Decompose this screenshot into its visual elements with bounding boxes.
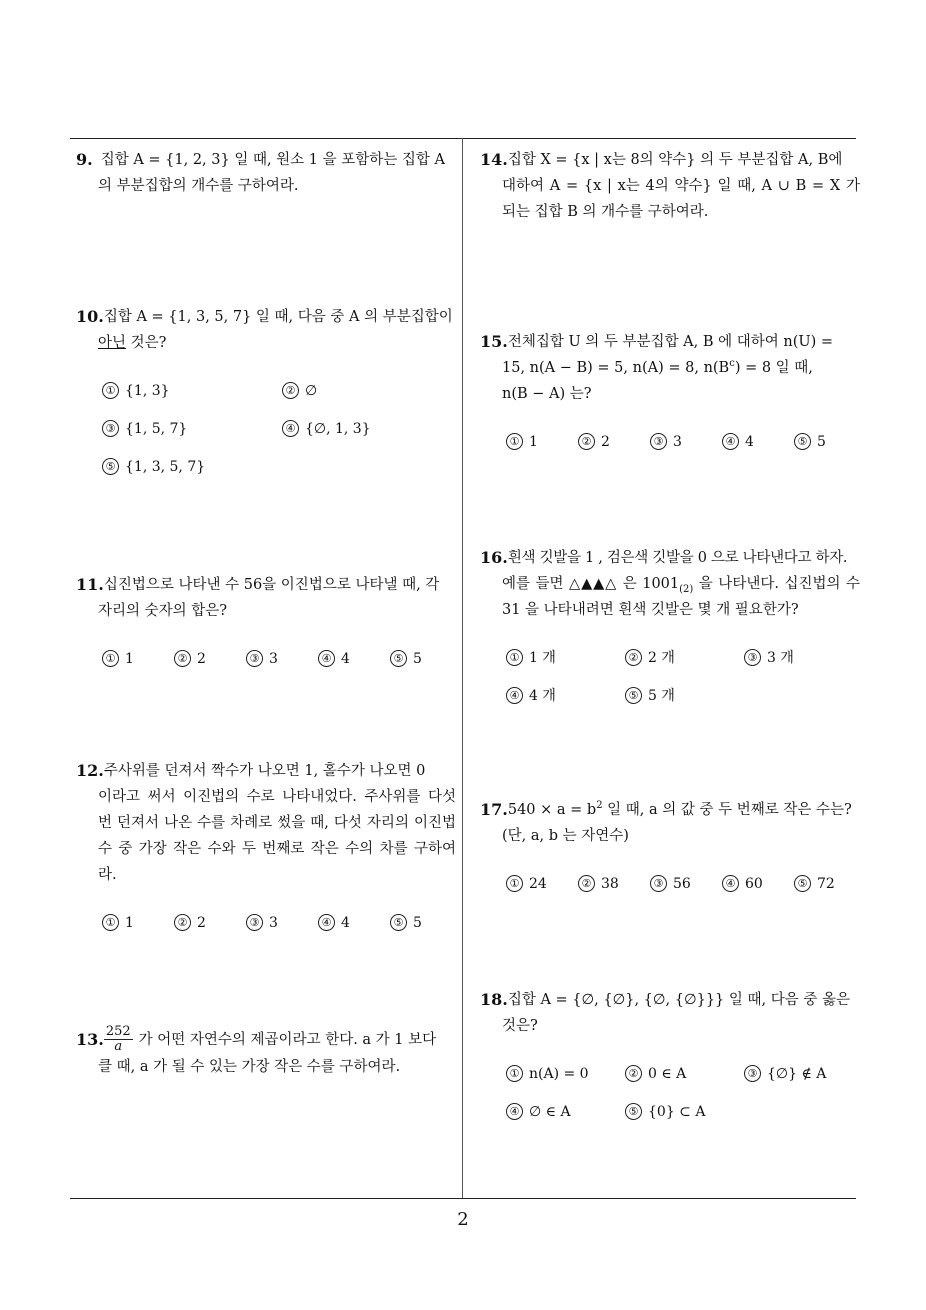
circled-4: ④ [282, 420, 299, 437]
option-text: {∅} ∉ A [767, 1066, 827, 1082]
circled-5: ⑤ [102, 458, 119, 475]
option-text: 4 개 [529, 688, 556, 704]
option-text: 56 [673, 876, 691, 892]
question-text: 주사위를 던져서 짝수가 나오면 1, 홀수가 나오면 0 [103, 763, 426, 779]
circled-1: ① [102, 382, 119, 399]
question-text-cont: 클 때, a 가 될 수 있는 가장 작은 수를 구하여라. [98, 1059, 401, 1075]
page-number: 2 [457, 1209, 469, 1230]
option-2[interactable] [578, 429, 650, 455]
circled-2: ② [174, 914, 191, 931]
fraction [104, 1025, 133, 1054]
circled-1: ① [506, 649, 523, 666]
text-part: ) = 8 일 때, [734, 360, 813, 376]
option-2[interactable] [625, 1061, 744, 1087]
circled-4: ④ [318, 650, 335, 667]
circled-5: ⑤ [390, 650, 407, 667]
question-number: 13. [76, 1029, 104, 1049]
circled-3: ③ [650, 875, 667, 892]
option-3[interactable] [744, 1061, 826, 1087]
question-18 [480, 987, 860, 1125]
option-4[interactable] [318, 646, 390, 672]
circled-2: ② [625, 649, 642, 666]
option-4[interactable] [282, 416, 371, 442]
question-number: 18. [480, 990, 508, 1009]
option-5[interactable] [625, 1099, 705, 1125]
option-text: {1, 3, 5, 7} [125, 459, 206, 475]
circled-3: ③ [102, 420, 119, 437]
option-1[interactable] [102, 910, 174, 936]
option-text: 3 개 [767, 650, 794, 666]
option-1[interactable] [506, 429, 578, 455]
circled-2: ② [282, 382, 299, 399]
question-text: 집합 X = {x | x는 8의 약수} 의 두 부분집합 A, B에 [507, 152, 843, 168]
option-text: 1 [125, 651, 134, 667]
option-text: 5 [817, 434, 826, 450]
option-2[interactable] [174, 910, 246, 936]
option-text: 1 개 [529, 650, 556, 666]
circled-3: ③ [246, 914, 263, 931]
option-text: 5 개 [648, 688, 675, 704]
circled-4: ④ [722, 433, 739, 450]
option-text: {∅, 1, 3} [305, 421, 371, 437]
question-text-cont: 이라고 써서 이진법의 수로 나타내었다. 주사위를 다섯 번 던져서 나온 수를 차례로 썼을 때, 다섯 자리의 이진법 수 중 가장 작은 수와 두 번째로 작은 수의 차를 구하여라. [98, 789, 456, 883]
option-2[interactable] [625, 645, 744, 671]
option-4[interactable] [506, 683, 625, 709]
question-text-cont: (단, a, b 는 자연수) [502, 828, 629, 844]
options [76, 646, 456, 672]
question-number: 11. [76, 575, 104, 594]
question-text-cont2: n(B − A) 는? [502, 386, 592, 402]
option-3[interactable] [246, 646, 318, 672]
question-text: 집합 A = {1, 2, 3} 일 때, 원소 1 을 포함하는 집합 A [100, 152, 445, 168]
superscript: 2 [596, 800, 603, 812]
option-text: 4 [341, 651, 350, 667]
question-text: 가 어떤 자연수의 제곱이라고 한다. a 가 1 보다 [138, 1031, 437, 1048]
circled-2: ② [578, 875, 595, 892]
option-text: 2 [197, 915, 206, 931]
option-4[interactable] [318, 910, 390, 936]
option-text: 5 [413, 651, 422, 667]
text-part: 15, n(A − B) = 5, n(A) = 8, n(B [502, 360, 730, 376]
column-divider [462, 138, 463, 1199]
question-text-cont: 의 부분집합의 개수를 구하여라. [98, 178, 299, 194]
question-text [508, 797, 860, 823]
option-text: 1 [125, 915, 134, 931]
option-4[interactable] [722, 871, 794, 897]
circled-4: ④ [506, 687, 523, 704]
options [76, 378, 456, 480]
superscript: c [729, 358, 735, 370]
option-text: 3 [269, 915, 278, 931]
options [480, 871, 860, 897]
question-17 [480, 797, 860, 897]
circled-1: ① [506, 875, 523, 892]
options [480, 429, 860, 455]
option-text: 4 [745, 434, 754, 450]
options [76, 910, 456, 936]
circled-5: ⑤ [794, 433, 811, 450]
option-2[interactable] [578, 871, 650, 897]
option-3[interactable] [246, 910, 318, 936]
subscript: (2) [679, 583, 694, 595]
option-3[interactable] [650, 429, 722, 455]
question-number: 15. [480, 332, 508, 351]
option-2[interactable] [174, 646, 246, 672]
underlined-word: 아닌 [98, 335, 127, 351]
option-text: 38 [601, 876, 619, 892]
circled-3: ③ [744, 1065, 761, 1082]
question-14 [480, 147, 860, 225]
question-text-cont: 대하여 A = {x | x는 4의 약수} 일 때, A ∪ B = X 가 되는 집합 B 의 개수를 구하여라. [502, 178, 860, 220]
question-text: 집합 A = {1, 3, 5, 7} 일 때, 다음 중 A 의 부분집합이 [103, 309, 453, 325]
options [480, 645, 860, 709]
circled-5: ⑤ [625, 687, 642, 704]
question-16 [480, 545, 860, 709]
circled-4: ④ [318, 914, 335, 931]
option-1[interactable] [102, 378, 282, 404]
option-text: 4 [341, 915, 350, 931]
circled-2: ② [578, 433, 595, 450]
option-text: n(A) = 0 [529, 1066, 589, 1082]
question-number: 14. [480, 150, 508, 169]
bottom-rule [70, 1198, 856, 1199]
option-3[interactable] [744, 645, 794, 671]
option-1[interactable] [506, 1061, 625, 1087]
circled-2: ② [174, 650, 191, 667]
question-text: 십진법으로 나타낸 수 56을 이진법으로 나타낼 때, 각 [103, 577, 440, 593]
option-text: 2 [601, 434, 610, 450]
question-9 [76, 147, 456, 199]
circled-1: ① [506, 433, 523, 450]
text-part: 540 × a = b [507, 802, 597, 818]
option-1[interactable] [506, 871, 578, 897]
circled-2: ② [625, 1065, 642, 1082]
question-10 [76, 304, 456, 480]
option-2[interactable] [282, 378, 317, 404]
circled-1: ① [506, 1065, 523, 1082]
question-number: 17. [480, 800, 508, 819]
question-13 [76, 1025, 456, 1080]
question-12 [76, 758, 456, 936]
circled-1: ① [102, 914, 119, 931]
option-5[interactable] [102, 454, 205, 480]
option-5[interactable] [390, 646, 422, 672]
text-part: 일 때, a 의 값 중 두 번째로 작은 수는? [602, 802, 852, 818]
option-3[interactable] [650, 871, 722, 897]
option-4[interactable] [506, 1099, 625, 1125]
fraction-denominator: a [114, 1039, 123, 1054]
option-text: 60 [745, 876, 763, 892]
option-5[interactable] [390, 910, 422, 936]
option-5[interactable] [794, 429, 826, 455]
option-text: 72 [817, 876, 835, 892]
option-1[interactable] [506, 645, 625, 671]
option-4[interactable] [722, 429, 794, 455]
option-text: 3 [269, 651, 278, 667]
option-text: ∅ ∈ A [529, 1104, 571, 1120]
option-text: 2 [197, 651, 206, 667]
question-15 [480, 329, 860, 455]
question-text-cont: 자리의 숫자의 합은? [98, 603, 228, 619]
circled-5: ⑤ [390, 914, 407, 931]
option-5[interactable] [625, 683, 675, 709]
question-text-cont [480, 355, 860, 381]
fraction-numerator: 252 [105, 1024, 131, 1039]
question-text-cont [76, 330, 456, 356]
option-text: {1, 5, 7} [125, 421, 188, 437]
question-text: 흰색 깃발을 1 , 검은색 깃발을 0 으로 나타낸다고 하자. [507, 550, 848, 566]
option-text: {1, 3} [125, 383, 170, 399]
question-text-rest: 것은? [126, 335, 167, 351]
circled-3: ③ [246, 650, 263, 667]
question-text-cont [480, 571, 860, 623]
question-text-cont: 것은? [502, 1018, 538, 1034]
question-number: 9. [76, 150, 93, 169]
circled-5: ⑤ [625, 1103, 642, 1120]
option-1[interactable] [102, 646, 174, 672]
option-text: 1 [529, 434, 538, 450]
option-text: ∅ [305, 383, 318, 399]
question-11 [76, 572, 456, 672]
circled-5: ⑤ [794, 875, 811, 892]
circled-4: ④ [722, 875, 739, 892]
circled-3: ③ [650, 433, 667, 450]
option-text: 0 ∈ A [648, 1066, 687, 1082]
question-number: 10. [76, 307, 104, 326]
option-3[interactable] [102, 416, 282, 442]
option-text: 2 개 [648, 650, 675, 666]
circled-1: ① [102, 650, 119, 667]
option-text: 24 [529, 876, 547, 892]
options [480, 1061, 860, 1125]
top-rule [70, 138, 856, 139]
question-text: 집합 A = {∅, {∅}, {∅, {∅}}} 일 때, 다음 중 옳은 [507, 992, 850, 1008]
text-part: 을 나타낸다. 십진법의 수 31 을 나타내려면 흰색 깃발은 몇 개 필요한가? [502, 576, 860, 618]
option-text: 3 [673, 434, 682, 450]
question-number: 12. [76, 761, 104, 780]
option-5[interactable] [794, 871, 835, 897]
question-number: 16. [480, 548, 508, 567]
text-part: 예를 들면 △▲▲△ 은 1001 [502, 576, 680, 592]
circled-4: ④ [506, 1103, 523, 1120]
option-text: 5 [413, 915, 422, 931]
option-text: {0} ⊂ A [648, 1104, 706, 1120]
question-text: 전체집합 U 의 두 부분집합 A, B 에 대하여 n(U) = [507, 334, 834, 350]
circled-3: ③ [744, 649, 761, 666]
